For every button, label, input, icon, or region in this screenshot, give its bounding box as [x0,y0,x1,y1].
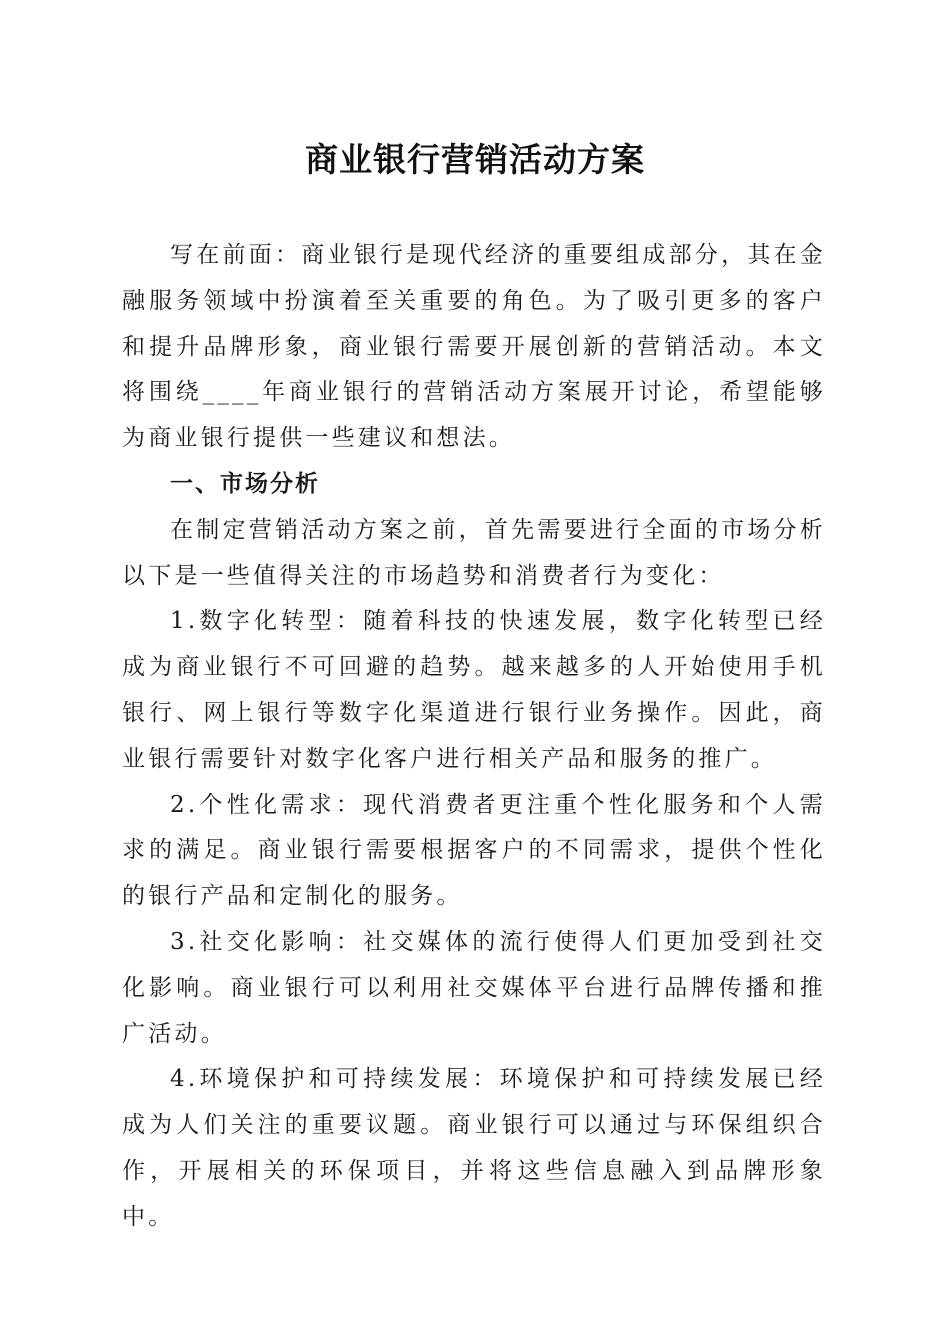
point-personalized-demand: 2.个性化需求：现代消费者更注重个性化服务和个人需求的满足。商业银行需要根据客户的不同需求，提供个性化的银行产品和定制化的服务。 [122,791,826,910]
intro-paragraph: 写在前面：商业银行是现代经济的重要组成部分，其在金融服务领域中扮演着至关重要的角色。为了吸引更多的客户和提升品牌形象，商业银行需要开展创新的营销活动。本文将围绕____年商业银行的营销活动方案展开讨论，希望能够为商业银行提供一些建议和想法。 [122,242,826,452]
market-analysis-paragraph: 在制定营销活动方案之前，首先需要进行全面的市场分析以下是一些值得关注的市场趋势和消费者行为变化： [122,516,826,589]
point-environmental-sustainability: 4.环境保护和可持续发展：环境保护和可持续发展已经成为人们关注的重要议题。商业银行可以通过与环保组织合作，开展相关的环保项目，并将这些信息融入到品牌形象中。 [122,1066,826,1230]
document-title: 商业银行营销活动方案 [305,140,645,179]
point-social-influence: 3.社交化影响：社交媒体的流行使得人们更加受到社交化影响。商业银行可以利用社交媒体平台进行品牌传播和推广活动。 [122,928,826,1047]
section-heading-market-analysis: 一、市场分析 [170,470,320,497]
point-digital-transformation: 1.数字化转型：随着科技的快速发展，数字化转型已经成为商业银行不可回避的趋势。越来越多的人开始使用手机银行、网上银行等数字化渠道进行银行业务操作。因此，商业银行需要针对数字化客户进行相关产品和服务的推广。 [122,608,826,772]
document-body [122,233,826,1241]
